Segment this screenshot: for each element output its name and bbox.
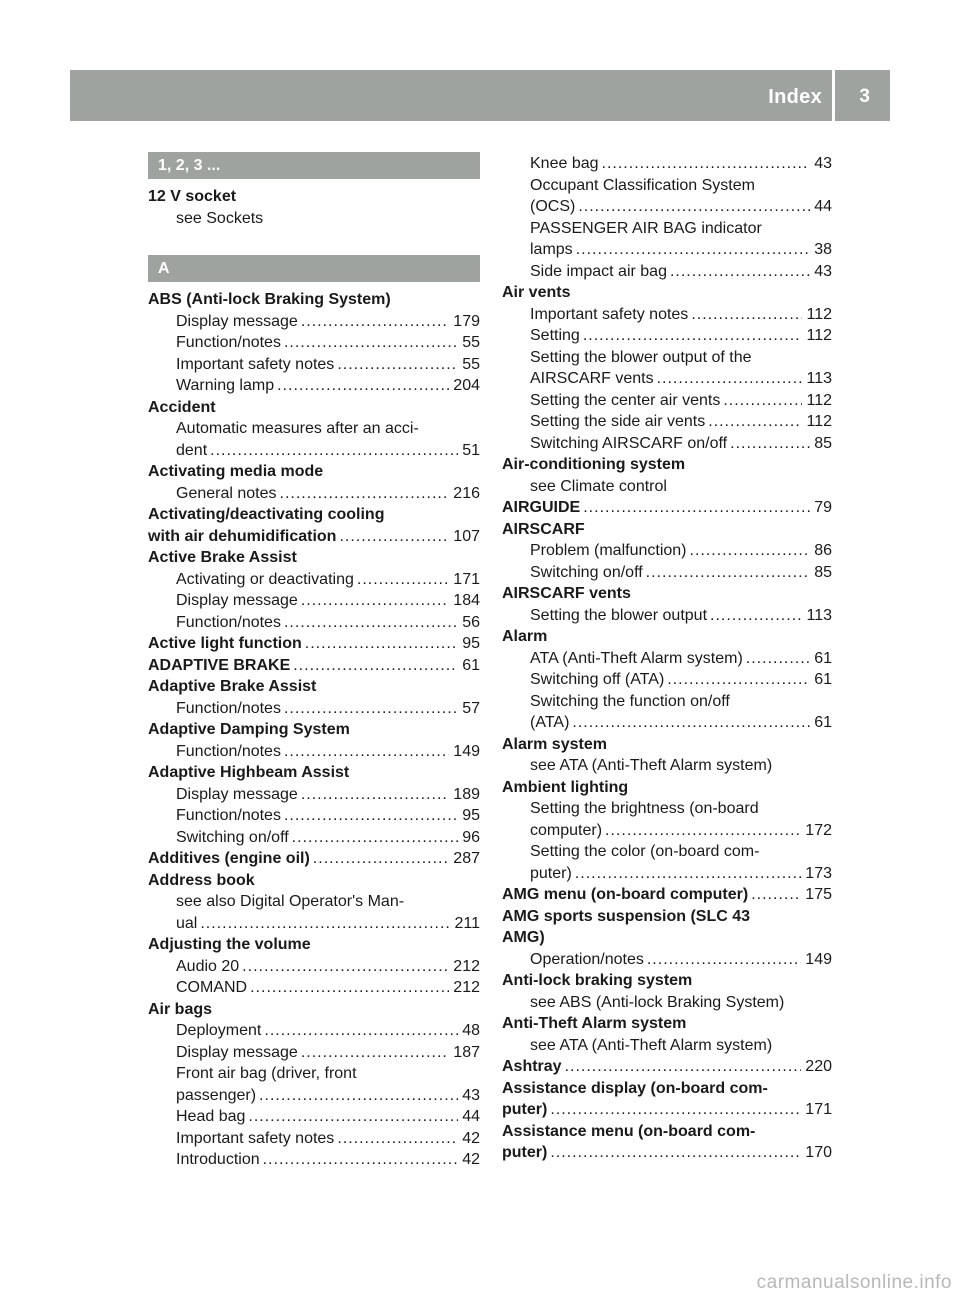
index-entry — [502, 884, 832, 906]
leader-dots — [293, 655, 458, 677]
leader-dots — [263, 1149, 459, 1171]
entry-text: Warning lamp — [176, 377, 275, 394]
leader-dots — [200, 913, 450, 935]
leader-dots — [751, 884, 801, 906]
entry-text: passenger) — [176, 1086, 257, 1104]
index-entry — [502, 1142, 832, 1164]
index-subentry — [502, 390, 832, 412]
entry-page-number: 38 — [814, 241, 832, 258]
entry-page-number: 112 — [806, 391, 832, 409]
index-subentry — [148, 1063, 480, 1085]
entry-text: Anti-Theft Alarm system — [502, 1015, 687, 1032]
index-subentry — [502, 218, 832, 240]
entry-page-number: 44 — [462, 1108, 480, 1125]
entry-page-number: 96 — [462, 828, 480, 846]
leader-dots — [357, 569, 449, 591]
entry-text: General notes — [176, 484, 277, 502]
entry-text: Switching the function on/off — [530, 692, 730, 710]
entry-page-number: 287 — [453, 850, 480, 867]
entry-text: Automatic measures after an acci- — [176, 420, 419, 437]
entry-text: Display message — [176, 592, 298, 609]
entry-text: Display message — [176, 312, 298, 330]
entry-page-number: 212 — [453, 979, 480, 996]
entry-text: Adaptive Brake Assist — [148, 678, 317, 695]
entry-page-number: 42 — [462, 1151, 480, 1168]
leader-dots — [583, 497, 810, 519]
index-entry — [502, 734, 832, 756]
entry-text: Important safety notes — [176, 355, 335, 373]
index-subentry — [148, 805, 480, 827]
leader-dots — [259, 1085, 458, 1107]
index-subentry — [502, 153, 832, 175]
leader-dots — [605, 820, 801, 842]
entry-text: Adaptive Damping System — [148, 721, 350, 738]
index-entry — [148, 547, 480, 569]
entry-text: Problem (malfunction) — [530, 542, 687, 559]
leader-dots — [301, 311, 449, 333]
entry-text: Setting the side air vents — [530, 413, 706, 430]
index-subentry — [148, 827, 480, 849]
entry-text: AMG) — [502, 929, 545, 946]
index-subentry — [502, 992, 832, 1014]
leader-dots — [723, 390, 802, 412]
section-header: 1, 2, 3 ... — [148, 152, 480, 179]
index-entry — [502, 583, 832, 605]
index-subentry — [502, 175, 832, 197]
entry-text: Assistance menu (on-board com- — [502, 1122, 756, 1140]
leader-dots — [710, 605, 802, 627]
entry-text: Audio 20 — [176, 957, 240, 975]
entry-text: dent — [176, 441, 208, 459]
entry-text: Setting — [530, 327, 580, 344]
entry-page-number: 149 — [805, 950, 832, 968]
leader-dots — [301, 1042, 449, 1064]
entry-text: Head bag — [176, 1108, 246, 1125]
entry-text: puter) — [502, 1144, 548, 1161]
entry-text: Function/notes — [176, 807, 281, 824]
entry-text: lamps — [530, 241, 573, 258]
index-entry — [502, 777, 832, 799]
index-subentry — [148, 977, 480, 999]
entry-text: Setting the blower output of the — [530, 348, 752, 366]
index-entry — [502, 1078, 832, 1100]
entry-page-number: 61 — [462, 656, 480, 674]
entry-text: see ABS (Anti-lock Braking System) — [530, 993, 785, 1011]
entry-text: Activating media mode — [148, 463, 324, 480]
index-subentry — [148, 1106, 480, 1128]
index-subentry — [148, 208, 480, 230]
page-title: Index — [768, 86, 822, 108]
leader-dots — [602, 153, 811, 175]
entry-text: Anti-lock braking system — [502, 972, 693, 989]
entry-text: Additives (engine oil) — [148, 850, 310, 867]
entry-page-number: 61 — [814, 714, 832, 731]
entry-page-number: 212 — [453, 957, 480, 975]
entry-page-number: 48 — [462, 1022, 480, 1039]
leader-dots — [657, 368, 803, 390]
leader-dots — [248, 1106, 458, 1128]
entry-page-number: 57 — [462, 699, 480, 717]
index-subentry — [148, 590, 480, 612]
entry-text: Accident — [148, 398, 216, 416]
entry-text: Active light function — [148, 635, 302, 652]
entry-text: (OCS) — [530, 198, 576, 215]
index-subentry — [148, 483, 480, 505]
entry-text: AIRSCARF vents — [502, 585, 631, 602]
index-entry — [148, 870, 480, 892]
leader-dots — [708, 411, 802, 433]
index-entry — [502, 927, 832, 949]
entry-page-number: 79 — [814, 499, 832, 516]
entry-text: AIRSCARF vents — [530, 370, 654, 387]
index-subentry — [502, 476, 832, 498]
leader-dots — [284, 332, 458, 354]
index-entry — [502, 626, 832, 648]
index-subentry — [502, 669, 832, 691]
index-entry — [148, 999, 480, 1021]
section-spacer — [148, 229, 480, 255]
index-subentry — [148, 569, 480, 591]
entry-page-number: 211 — [454, 914, 480, 932]
leader-dots — [313, 848, 450, 870]
entry-page-number: 43 — [462, 1086, 480, 1104]
entry-text: Switching AIRSCARF on/off — [530, 434, 728, 452]
leader-dots — [339, 526, 449, 548]
index-subentry — [148, 913, 480, 935]
leader-dots — [746, 648, 810, 670]
entry-text: Air bags — [148, 1000, 213, 1018]
watermark: carmanualsonline.info — [756, 1272, 952, 1293]
leader-dots — [670, 261, 810, 283]
leader-dots — [301, 590, 449, 612]
entry-page-number: 43 — [814, 155, 832, 172]
entry-text: Activating or deactivating — [176, 570, 354, 588]
entry-text: Occupant Classification System — [530, 176, 755, 194]
entry-text: Activating/deactivating cooling — [148, 506, 385, 523]
entry-text: 12 V socket — [148, 188, 237, 205]
index-subentry — [148, 440, 480, 462]
index-subentry — [148, 1149, 480, 1171]
index-entry — [148, 526, 480, 548]
index-subentry — [148, 1128, 480, 1150]
entry-page-number: 216 — [453, 484, 480, 502]
entry-page-number: 61 — [814, 671, 832, 688]
leader-dots — [691, 304, 802, 326]
leader-dots — [284, 805, 458, 827]
index-entry — [148, 719, 480, 741]
entry-page-number: 85 — [814, 434, 832, 452]
index-entry — [502, 906, 832, 928]
index-subentry — [148, 784, 480, 806]
index-entry — [502, 1013, 832, 1035]
entry-page-number: 112 — [806, 305, 832, 323]
entry-text: Front air bag (driver, front — [176, 1065, 357, 1082]
index-entry — [148, 504, 480, 526]
entry-text: see ATA (Anti-Theft Alarm system) — [530, 1036, 773, 1054]
entry-page-number: 95 — [462, 635, 480, 652]
entry-text: ual — [176, 914, 198, 932]
entry-page-number: 55 — [462, 334, 480, 351]
entry-page-number: 175 — [805, 886, 832, 903]
leader-dots — [576, 239, 811, 261]
leader-dots — [337, 1128, 458, 1150]
entry-text: Deployment — [176, 1022, 262, 1039]
entry-text: Adaptive Highbeam Assist — [148, 764, 350, 781]
entry-text: AMG sports suspension (SLC 43 — [502, 907, 751, 925]
leader-dots — [583, 325, 803, 347]
entry-page-number: 220 — [805, 1058, 832, 1075]
entry-text: Setting the brightness (on-board — [530, 800, 759, 817]
entry-text: PASSENGER AIR BAG indicator — [530, 219, 762, 237]
header-divider — [832, 70, 835, 121]
index-subentry — [502, 820, 832, 842]
entry-page-number: 149 — [453, 742, 480, 760]
index-subentry — [502, 347, 832, 369]
entry-page-number: 112 — [806, 413, 832, 430]
entry-text: Display message — [176, 1043, 298, 1061]
index-subentry — [502, 325, 832, 347]
index-subentry — [148, 612, 480, 634]
entry-page-number: 113 — [806, 606, 832, 624]
index-subentry — [148, 891, 480, 913]
entry-page-number: 171 — [805, 1101, 832, 1118]
leader-dots — [690, 540, 811, 562]
entry-text: puter) — [502, 1101, 548, 1118]
index-entry — [148, 397, 480, 419]
index-entry — [148, 762, 480, 784]
entry-page-number: 95 — [462, 807, 480, 824]
entry-text: AIRSCARF — [502, 520, 585, 538]
leader-dots — [337, 354, 458, 376]
entry-text: Function/notes — [176, 613, 281, 631]
entry-page-number: 112 — [806, 327, 832, 344]
index-entry — [502, 1099, 832, 1121]
index-subentry — [502, 540, 832, 562]
entry-page-number: 170 — [805, 1144, 832, 1161]
index-subentry — [148, 1042, 480, 1064]
entry-text: Air vents — [502, 284, 571, 301]
entry-text: ATA (Anti-Theft Alarm system) — [530, 649, 743, 667]
index-subentry — [148, 418, 480, 440]
entry-text: ADAPTIVE BRAKE — [148, 656, 291, 674]
entry-page-number: 44 — [814, 198, 832, 215]
index-entry — [148, 934, 480, 956]
entry-text: COMAND — [176, 979, 248, 996]
leader-dots — [647, 949, 801, 971]
index-subentry — [502, 261, 832, 283]
entry-text: Operation/notes — [530, 950, 644, 968]
entry-text: see Climate control — [530, 477, 667, 495]
leader-dots — [292, 827, 459, 849]
entry-page-number: 184 — [453, 592, 480, 609]
entry-text: Switching off (ATA) — [530, 671, 665, 688]
entry-text: Active Brake Assist — [148, 549, 297, 566]
entry-text: Function/notes — [176, 699, 281, 717]
index-entry — [502, 1121, 832, 1143]
leader-dots — [575, 863, 802, 885]
entry-text: AIRGUIDE — [502, 499, 581, 516]
entry-text: Display message — [176, 785, 298, 803]
entry-text: AMG menu (on-board computer) — [502, 886, 749, 903]
leader-dots — [301, 784, 449, 806]
entry-text: puter) — [530, 864, 572, 882]
index-subentry — [148, 1085, 480, 1107]
leader-dots — [242, 956, 449, 978]
leader-dots — [646, 562, 811, 584]
index-subentry — [502, 841, 832, 863]
entry-text: Important safety notes — [176, 1129, 335, 1147]
entry-text: (ATA) — [530, 714, 570, 731]
index-subentry — [148, 956, 480, 978]
index-subentry — [502, 562, 832, 584]
leader-dots — [565, 1056, 802, 1078]
index-subentry — [502, 949, 832, 971]
index-entry — [148, 848, 480, 870]
entry-text: Side impact air bag — [530, 262, 667, 280]
leader-dots — [284, 698, 458, 720]
entry-text: Alarm — [502, 628, 548, 645]
entry-text: Setting the color (on-board com- — [530, 843, 760, 860]
page-number: 3 — [859, 86, 870, 107]
index-entry — [502, 497, 832, 519]
index-entry — [148, 289, 480, 311]
entry-page-number: 51 — [462, 441, 480, 459]
index-subentry — [148, 1020, 480, 1042]
entry-page-number: 42 — [462, 1129, 480, 1147]
index-subentry — [148, 375, 480, 397]
entry-text: Setting the center air vents — [530, 391, 721, 409]
index-subentry — [502, 755, 832, 777]
entry-text: Ashtray — [502, 1058, 562, 1075]
entry-page-number: 86 — [814, 542, 832, 559]
index-entry — [148, 633, 480, 655]
index-entry — [502, 1056, 832, 1078]
entry-text: Address book — [148, 871, 255, 889]
entry-text: Alarm system — [502, 735, 607, 753]
leader-dots — [578, 196, 810, 218]
index-subentry — [502, 605, 832, 627]
entry-text: ABS (Anti-lock Braking System) — [148, 291, 391, 308]
index-column-right — [502, 153, 832, 1164]
leader-dots — [305, 633, 458, 655]
leader-dots — [730, 433, 810, 455]
leader-dots — [550, 1142, 801, 1164]
entry-page-number: 113 — [806, 370, 832, 387]
entry-text: Ambient lighting — [502, 778, 629, 796]
header-bar — [70, 70, 890, 121]
index-column-left — [148, 152, 480, 1171]
entry-page-number: 187 — [453, 1043, 480, 1061]
entry-page-number: 85 — [814, 563, 832, 581]
entry-text: see ATA (Anti-Theft Alarm system) — [530, 757, 773, 774]
index-entry — [502, 519, 832, 541]
index-subentry — [502, 691, 832, 713]
entry-text: Knee bag — [530, 155, 599, 172]
index-subentry — [502, 798, 832, 820]
entry-page-number: 173 — [805, 864, 832, 882]
entry-text: see also Digital Operator's Man- — [176, 893, 405, 910]
index-subentry — [502, 196, 832, 218]
entry-text: Important safety notes — [530, 305, 689, 323]
index-subentry — [502, 368, 832, 390]
entry-page-number: 179 — [453, 312, 480, 330]
index-entry — [148, 461, 480, 483]
index-subentry — [502, 433, 832, 455]
leader-dots — [250, 977, 449, 999]
index-entry — [148, 186, 480, 208]
leader-dots — [284, 741, 449, 763]
entry-page-number: 56 — [462, 613, 480, 631]
leader-dots — [572, 712, 810, 734]
index-entry — [502, 970, 832, 992]
entry-text: Function/notes — [176, 742, 281, 760]
entry-page-number: 61 — [814, 649, 832, 667]
entry-page-number: 43 — [814, 262, 832, 280]
index-subentry — [148, 741, 480, 763]
index-entry — [148, 676, 480, 698]
index-subentry — [148, 311, 480, 333]
entry-page-number: 171 — [453, 570, 480, 588]
index-subentry — [502, 411, 832, 433]
index-subentry — [148, 354, 480, 376]
entry-text: Setting the blower output — [530, 606, 708, 624]
entry-page-number: 189 — [453, 785, 480, 803]
index-subentry — [148, 698, 480, 720]
index-entry — [502, 454, 832, 476]
entry-text: Introduction — [176, 1151, 260, 1168]
entry-text: Switching on/off — [176, 828, 289, 846]
entry-page-number: 55 — [462, 355, 480, 373]
entry-text: Adjusting the volume — [148, 936, 311, 953]
leader-dots — [550, 1099, 801, 1121]
leader-dots — [277, 375, 449, 397]
leader-dots — [210, 440, 458, 462]
index-entry — [148, 655, 480, 677]
index-subentry — [502, 239, 832, 261]
leader-dots — [284, 612, 458, 634]
entry-text: with air dehumidification — [148, 527, 337, 545]
entry-page-number: 172 — [805, 821, 832, 839]
entry-text: Function/notes — [176, 334, 281, 351]
index-entry — [502, 282, 832, 304]
leader-dots — [280, 483, 450, 505]
entry-text: computer) — [530, 821, 603, 839]
entry-text: see Sockets — [176, 209, 264, 227]
leader-dots — [264, 1020, 458, 1042]
index-subentry — [502, 304, 832, 326]
index-subentry — [502, 712, 832, 734]
section-header: A — [148, 255, 480, 282]
entry-page-number: 204 — [453, 377, 480, 394]
index-subentry — [502, 863, 832, 885]
index-subentry — [148, 332, 480, 354]
entry-page-number: 107 — [453, 527, 480, 545]
entry-text: Switching on/off — [530, 563, 643, 581]
leader-dots — [667, 669, 810, 691]
entry-text: Assistance display (on-board com- — [502, 1079, 768, 1097]
index-subentry — [502, 648, 832, 670]
index-subentry — [502, 1035, 832, 1057]
entry-text: Air-conditioning system — [502, 456, 686, 473]
